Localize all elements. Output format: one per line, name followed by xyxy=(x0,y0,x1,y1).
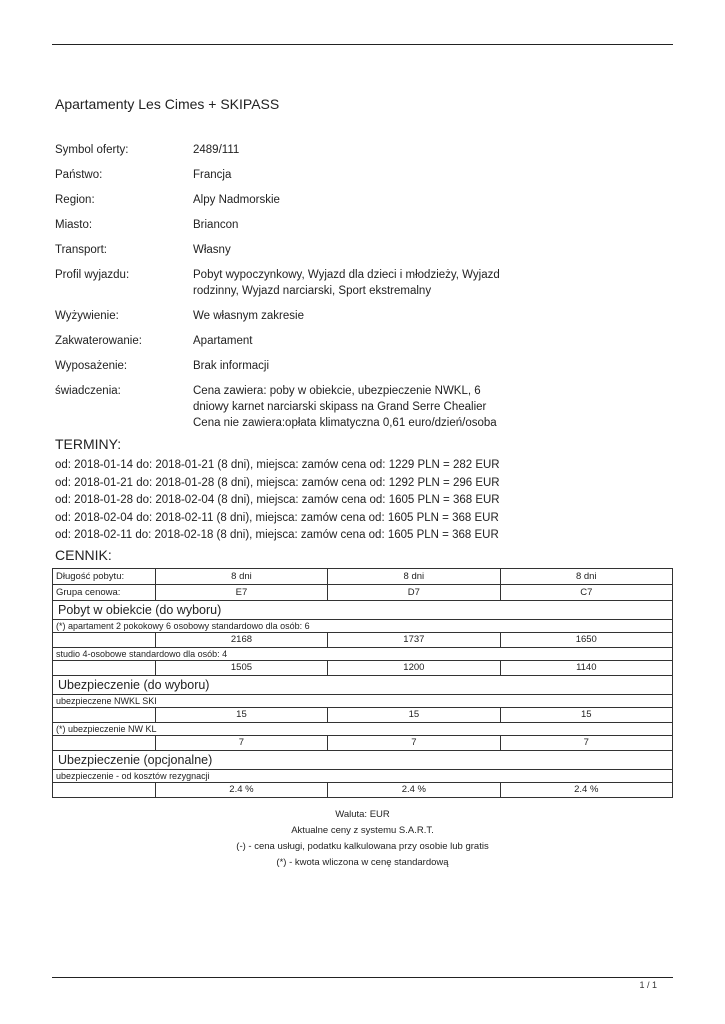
detail-value-line: rodzinny, Wyjazd narciarski, Sport ekstremalny xyxy=(193,285,432,297)
pricelist-cell: D7 xyxy=(328,585,500,601)
pricelist-option-label: ubezpieczene NWKL SKI xyxy=(53,695,673,708)
offer-title: Apartamenty Les Cimes + SKIPASS xyxy=(55,96,280,112)
pricelist-cell: 8 dni xyxy=(155,569,327,585)
detail-value-line: Własny xyxy=(193,244,231,256)
detail-value-line: 2489/111 xyxy=(193,144,240,156)
pricelist-row xyxy=(53,695,673,708)
detail-value xyxy=(193,267,503,299)
detail-label: Profil wyjazdu: xyxy=(55,269,130,281)
pricelist-row-label xyxy=(53,783,156,798)
detail-value xyxy=(193,192,503,208)
detail-label: Symbol oferty: xyxy=(55,144,129,156)
term-item: od: 2018-01-21 do: 2018-01-28 (8 dni), miejsca: zamów cena od: 1292 PLN = 296 EUR xyxy=(55,476,500,489)
top-rule xyxy=(52,44,673,45)
pricelist-cell: 7 xyxy=(328,736,500,751)
detail-value-line: Brak informacji xyxy=(193,360,270,372)
pricelist-cell: 7 xyxy=(500,736,672,751)
term-item: od: 2018-01-14 do: 2018-01-21 (8 dni), miejsca: zamów cena od: 1229 PLN = 282 EUR xyxy=(55,459,500,471)
pricelist-cell: 15 xyxy=(500,708,672,723)
page-number: 1 / 1 xyxy=(639,980,657,990)
pricelist-table xyxy=(52,568,673,798)
detail-label: Wyżywienie: xyxy=(55,310,119,322)
offer-details xyxy=(55,142,675,440)
pricelist-row xyxy=(53,620,673,633)
footer-note: (-) - cena usługi, podatku kalkulowana przy osobie lub gratis xyxy=(236,841,489,852)
pricelist-section-header: Pobyt w obiekcie (do wyboru) xyxy=(53,601,673,620)
detail-value xyxy=(193,217,503,233)
detail-label: Państwo: xyxy=(55,169,103,181)
detail-value-line: dniowy karnet narciarski skipass na Grand Serre Chealier xyxy=(193,401,487,413)
pricelist-row-label: Długość pobytu: xyxy=(53,569,156,585)
pricelist-row-label xyxy=(53,736,156,751)
detail-row xyxy=(55,142,675,158)
pricelist-row-label xyxy=(53,661,156,676)
pricelist-cell: 15 xyxy=(328,708,500,723)
pricelist-option-label: ubezpieczenie - od kosztów rezygnacji xyxy=(53,770,673,783)
detail-value-line: Francja xyxy=(193,169,232,181)
detail-label: Region: xyxy=(55,194,95,206)
pricelist-cell: C7 xyxy=(500,585,672,601)
pricelist-option-label: studio 4-osobowe standardowo dla osób: 4 xyxy=(53,648,673,661)
detail-value-line: Alpy Nadmorskie xyxy=(193,194,280,206)
detail-value xyxy=(193,333,503,349)
pricelist-option-label: (*) ubezpieczenie NW KL xyxy=(53,723,673,736)
pricelist-row-label xyxy=(53,633,156,648)
pricelist-row xyxy=(53,736,673,751)
pricelist-row xyxy=(53,648,673,661)
detail-value-line: Pobyt wypoczynkowy, Wyjazd dla dzieci i młodzieży, Wyjazd xyxy=(193,269,500,281)
detail-row xyxy=(55,333,675,349)
pricelist-row xyxy=(53,601,673,620)
pricelist-option-label: (*) apartament 2 pokokowy 6 osobowy standardowo dla osób: 6 xyxy=(53,620,673,633)
detail-row xyxy=(55,192,675,208)
pricelist-cell: E7 xyxy=(155,585,327,601)
pricelist-row xyxy=(53,708,673,723)
detail-value xyxy=(193,308,503,324)
pricelist-row xyxy=(53,676,673,695)
pricelist-cell: 1650 xyxy=(500,633,672,648)
detail-label: Zakwaterowanie: xyxy=(55,335,142,347)
pricelist-row xyxy=(53,585,673,601)
detail-value xyxy=(193,358,503,374)
pricelist-cell: 2.4 % xyxy=(500,783,672,798)
detail-value xyxy=(193,167,503,183)
detail-row xyxy=(55,267,675,299)
bottom-rule xyxy=(52,977,673,978)
detail-value-line: Cena nie zawiera:opłata klimatyczna 0,61 euro/dzień/osoba xyxy=(193,417,497,429)
pricelist-cell: 2.4 % xyxy=(155,783,327,798)
detail-value xyxy=(193,383,503,431)
terms-list xyxy=(55,457,500,545)
pricelist-cell: 1737 xyxy=(328,633,500,648)
detail-row xyxy=(55,167,675,183)
detail-row xyxy=(55,358,675,374)
footer-note: Aktualne ceny z systemu S.A.R.T. xyxy=(291,825,434,836)
pricelist-section-header: Ubezpieczenie (do wyboru) xyxy=(53,676,673,695)
detail-label: Wyposażenie: xyxy=(55,360,128,372)
pricelist-cell: 2168 xyxy=(155,633,327,648)
term-item: od: 2018-01-28 do: 2018-02-04 (8 dni), miejsca: zamów cena od: 1605 PLN = 368 EUR xyxy=(55,494,500,506)
detail-label: Miasto: xyxy=(55,219,93,231)
pricelist-section-header: Ubezpieczenie (opcjonalne) xyxy=(53,751,673,770)
pricelist-row xyxy=(53,633,673,648)
pricelist-row xyxy=(53,723,673,736)
footer-note: Waluta: EUR xyxy=(335,809,390,820)
pricelist-row xyxy=(53,661,673,676)
footer-note: (*) - kwota wliczona w cenę standardową xyxy=(276,857,449,868)
detail-label: Transport: xyxy=(55,244,107,256)
pricelist-cell: 1505 xyxy=(155,661,327,676)
footer-notes xyxy=(0,807,725,871)
terms-heading: TERMINY: xyxy=(55,436,122,452)
pricelist-cell: 2.4 % xyxy=(328,783,500,798)
detail-value xyxy=(193,142,503,158)
term-item: od: 2018-02-04 do: 2018-02-11 (8 dni), miejsca: zamów cena od: 1605 PLN = 368 EUR xyxy=(55,511,499,524)
pricelist-heading: CENNIK: xyxy=(55,547,112,563)
pricelist-row xyxy=(53,569,673,585)
detail-value-line: We własnym zakresie xyxy=(193,310,304,322)
pricelist-cell: 1200 xyxy=(328,661,500,676)
pricelist-cell: 8 dni xyxy=(328,569,500,585)
detail-row xyxy=(55,217,675,233)
pricelist-row xyxy=(53,751,673,770)
pricelist-row xyxy=(53,770,673,783)
pricelist-row xyxy=(53,783,673,798)
detail-row xyxy=(55,383,675,431)
pricelist-cell: 7 xyxy=(155,736,327,751)
detail-value-line: Apartament xyxy=(193,335,253,347)
detail-row xyxy=(55,308,675,324)
detail-value-line: Briancon xyxy=(193,219,239,231)
detail-label: świadczenia: xyxy=(55,385,121,397)
detail-row xyxy=(55,242,675,258)
detail-value-line: Cena zawiera: poby w obiekcie, ubezpieczenie NWKL, 6 xyxy=(193,385,481,397)
pricelist-row-label: Grupa cenowa: xyxy=(53,585,156,601)
pricelist-cell: 1140 xyxy=(500,661,672,676)
pricelist-cell: 15 xyxy=(155,708,327,723)
term-item: od: 2018-02-11 do: 2018-02-18 (8 dni), miejsca: zamów cena od: 1605 PLN = 368 EUR xyxy=(55,529,499,541)
pricelist-cell: 8 dni xyxy=(500,569,672,585)
detail-value xyxy=(193,242,503,258)
pricelist-row-label xyxy=(53,708,156,723)
